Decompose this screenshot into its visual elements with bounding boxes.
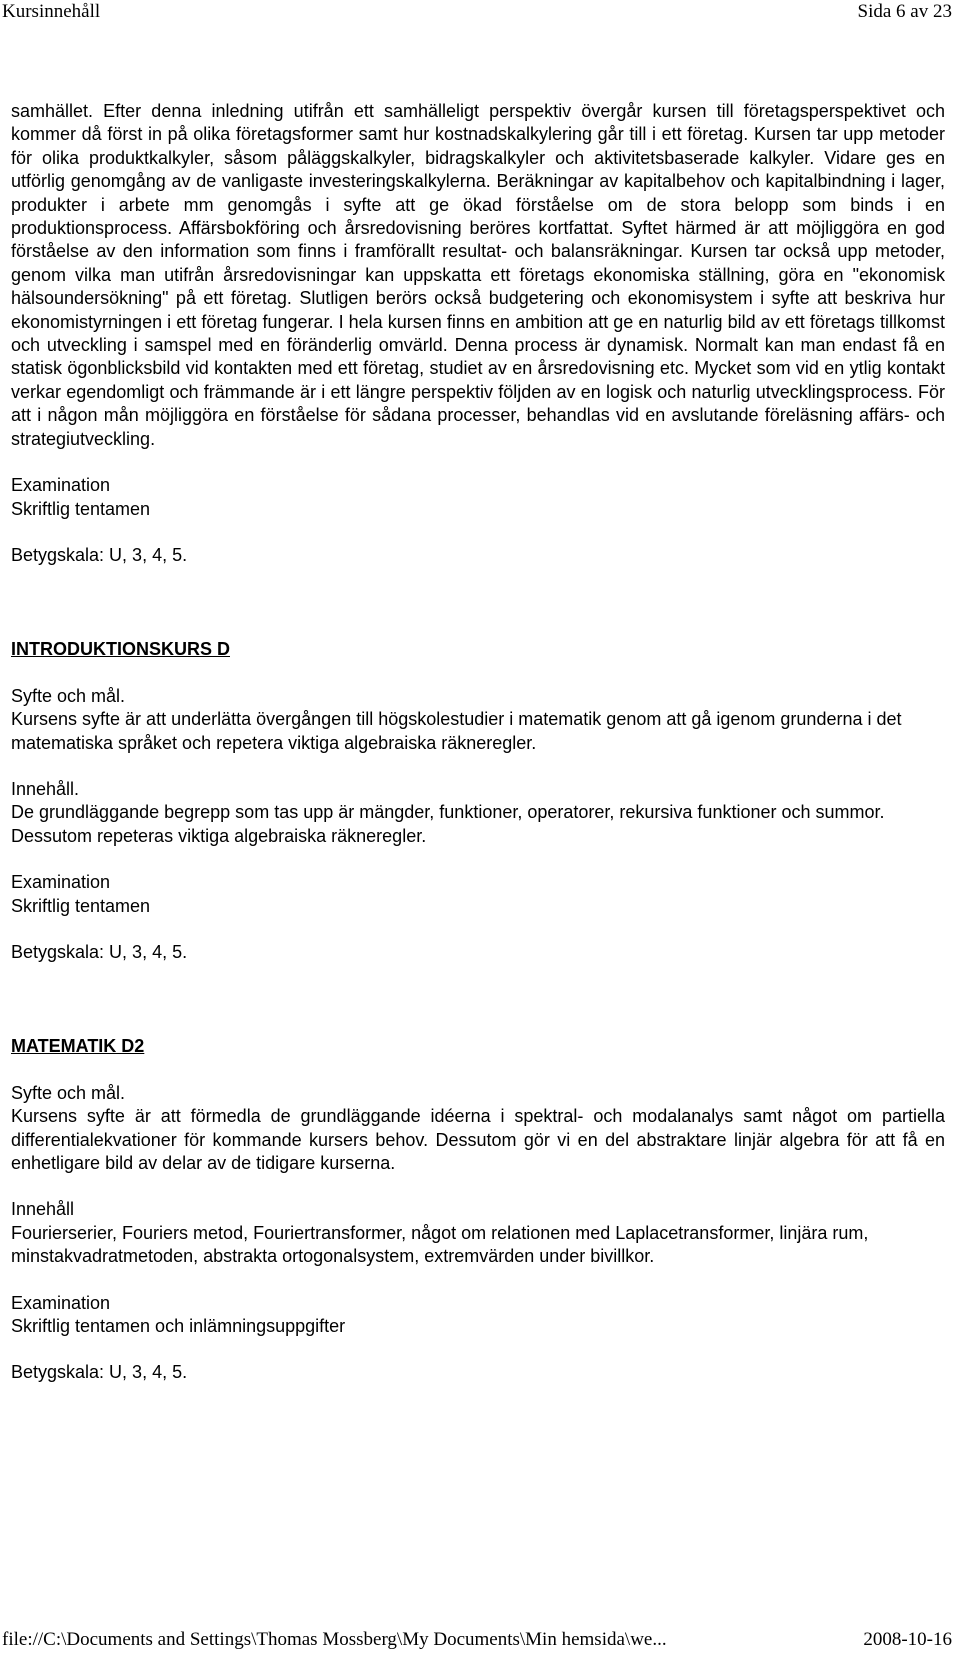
course-d2-grade-scale: Betygskala: U, 3, 4, 5. xyxy=(11,1362,188,1383)
course-d-exam-text: Skriftlig tentamen xyxy=(11,895,151,916)
document-body xyxy=(11,100,945,1385)
intro-paragraph: samhället. Efter denna inledning utifrån ett samhälleligt perspektiv övergår kursen till företagsperspektivet och kommer då först in på olika företagsformer samt hur kostnadskalkylering går till i ett företag. Kursen tar upp metoder för olika produktkalkyler, såsom påläggskalkyler, bidragskalkyler och aktivitetsbaserade kalkyler. Vidare ges en utförlig genomgång av de vanligaste investeringskalkylerna. Beräkningar av kapitalbehov och kapitalbindning i lager, produkter i arbete mm genomgås i syfte att ge ökad förståelse om de stora belopp som binds i en produktionsprocess. Affärsbokföring och årsredovisning beröres kortfattat. Syftet härmed är att möjliggöra en god förståelse av den information som finns i framförallt resultat- och balansräkningar. Kursen tar också upp metoder, genom vilka man utifrån årsredovisningar kan uppskatta ett företags ekonomiska ställning, göra en "ekonomisk hälsoundersökning" på ett företag. Slutligen berörs också budgetering och ekonomisystem i syfte att beskriva hur ekonomistyrningen i ett företag fungerar. I hela kursen finns en ambition att ge en naturlig bild av ett företags tillkomst och utveckling i samspel med en föränderlig omvärld. Denna process är dynamisk. Normalt kan man endast få en statisk ögonblicksbild vid kontakten med ett företag, studiet av en årsredovisning etc. Mycket som vid en ytlig kontakt verkar egendomligt och främmande är i ett längre perspektiv följden av en logisk och naturlig utvecklingsprocess. För att i någon mån möjliggöra en förståelse för sådana processer, behandlas vid en avslutande föreläsning affärs- och strategiutveckling. xyxy=(11,101,945,449)
intro-grade-scale: Betygskala: U, 3, 4, 5. xyxy=(11,544,188,565)
course-d2-content-text: Fourierserier, Fouriers metod, Fouriertransformer, något om relationen med Laplacetransformer, linjära rum, minstakvadratmetoden, abstrakta ortogonalsystem, extremvärden under bivillkor. xyxy=(11,1222,869,1267)
footer-date: 2008-10-16 xyxy=(863,1629,952,1650)
course-d-aim-label: Syfte och mål. xyxy=(11,685,126,706)
intro-exam-text: Skriftlig tentamen xyxy=(11,498,151,519)
course-d-title: INTRODUKTIONSKURS D xyxy=(11,639,230,660)
course-d2-content-label: Innehåll xyxy=(11,1199,75,1220)
course-d-content-label: Innehåll. xyxy=(11,778,80,799)
course-d-content-text: De grundläggande begrepp som tas upp är mängder, funktioner, operatorer, rekursiva funktioner och summor. Dessutom repeteras viktiga algebraiska räkneregler. xyxy=(11,802,885,846)
page-number: Sida 6 av 23 xyxy=(857,1,952,22)
course-d2-exam-label: Examination xyxy=(11,1292,111,1313)
course-d2-aim-text: Kursens syfte är att förmedla de grundläggande idéerna i spektral- och modalanalys samt något om partiella differentialekvationer för kommande kursers behov. Dessutom gör vi en del abstraktare linjär algebra för att få en enhetligare bild av delar av de tidigare kurserna. xyxy=(11,1106,945,1173)
course-d-grade-scale: Betygskala: U, 3, 4, 5. xyxy=(11,941,188,962)
course-d2-title: MATEMATIK D2 xyxy=(11,1036,145,1057)
page-header-title: Kursinnehåll xyxy=(2,1,101,22)
course-d2-aim-label: Syfte och mål. xyxy=(11,1082,126,1103)
course-d-exam-label: Examination xyxy=(11,872,111,893)
footer-file-path: file://C:\Documents and Settings\Thomas Mossberg\My Documents\Min hemsida\we... xyxy=(2,1629,667,1650)
course-d2-exam-text: Skriftlig tentamen och inlämningsuppgifter xyxy=(11,1316,346,1337)
course-d-aim-text: Kursens syfte är att underlätta övergången till högskolestudier i matematik genom att gå igenom grunderna i det matematiska språket och repetera viktiga algebraiska räkneregler. xyxy=(11,709,902,753)
intro-exam-label: Examination xyxy=(11,475,111,496)
